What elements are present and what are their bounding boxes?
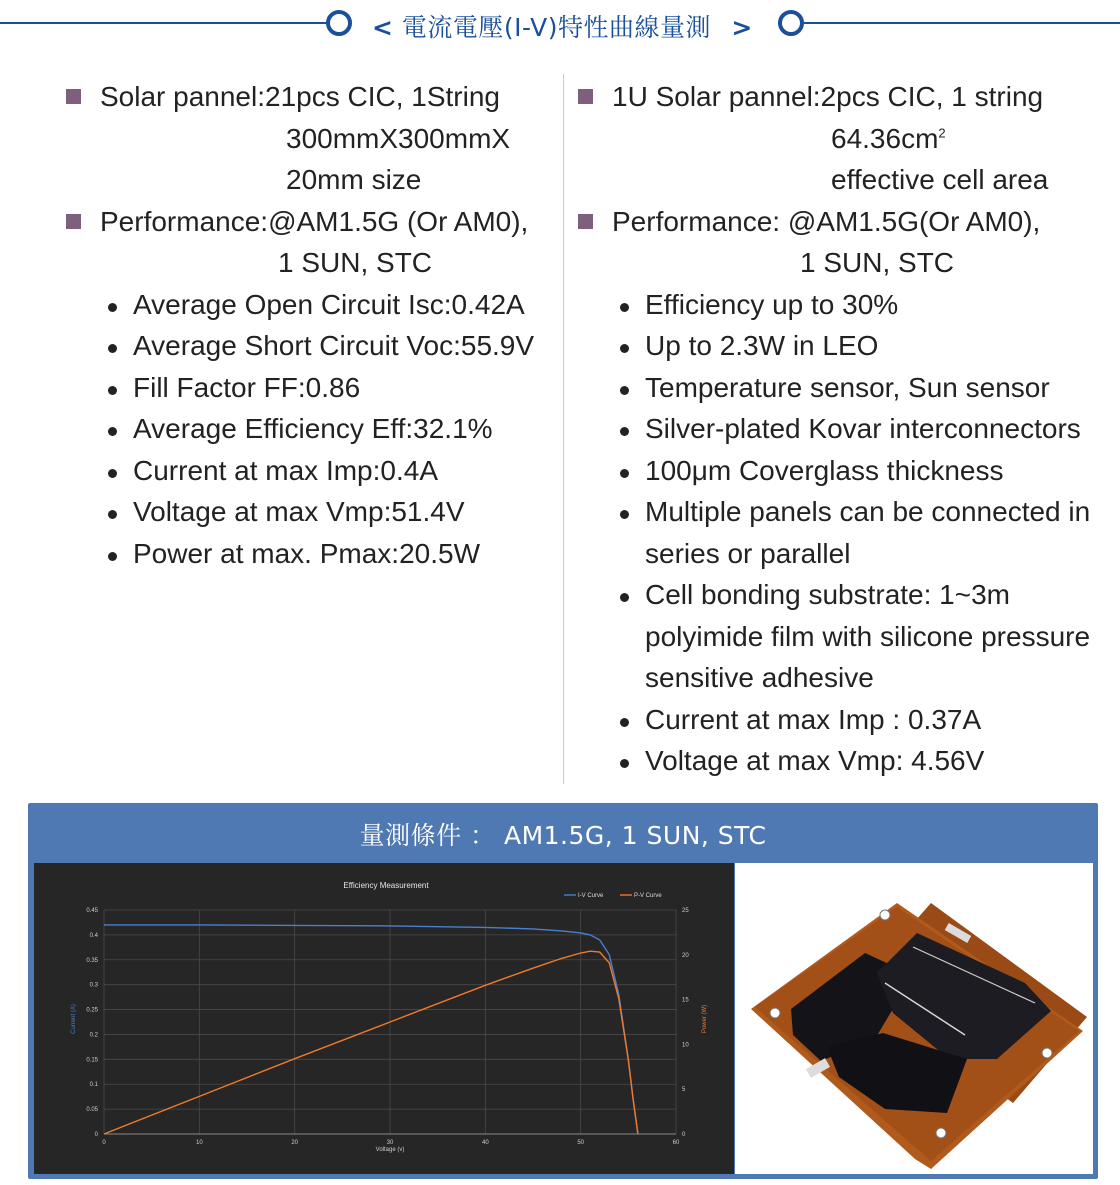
left-perf-line2: 1 SUN, STC [278, 247, 433, 278]
list-item-text: Fill Factor FF:0.86 [133, 371, 361, 403]
x-tick-label: 40 [481, 1140, 489, 1146]
y2-tick-label: 25 [682, 908, 689, 914]
x-tick-label: 50 [577, 1140, 585, 1146]
left-panel-spec [64, 76, 560, 201]
y2-tick-label: 10 [682, 1042, 689, 1049]
list-item [576, 699, 1116, 741]
chart-y2label: Power (W) [702, 1004, 708, 1034]
list-item-text: Multiple panels can be connected in [645, 496, 1091, 527]
dot-bullet-icon [108, 386, 117, 395]
dot-bullet-icon [108, 552, 117, 561]
list-item [576, 491, 1116, 533]
left-panel-label: Solar pannel:21pcs CIC, 1String [100, 81, 500, 112]
list-item-text: 100μm Coverglass thickness [645, 454, 1004, 486]
x-tick-label: 10 [195, 1140, 203, 1146]
dot-bullet-icon [108, 469, 117, 478]
list-item [64, 284, 560, 326]
chart-legend [564, 893, 662, 899]
y-tick-label: 0.15 [86, 1057, 98, 1064]
y-tick-label: 0.35 [86, 957, 98, 964]
legend-label: I-V Curve [578, 893, 604, 899]
left-panel-line3: 20mm size [286, 164, 422, 195]
title-text: 電流電壓(I-V)特性曲線量測 [401, 13, 711, 42]
list-item-text: sensitive adhesive [645, 662, 874, 693]
dot-bullet-icon [108, 303, 117, 312]
solar-panel-image [735, 863, 1093, 1174]
y-tick-label: 0.45 [86, 908, 98, 914]
header-line-right [804, 22, 1120, 24]
chart-ylabel: Current (A) [71, 1004, 77, 1034]
y2-tick-label: 5 [682, 1087, 686, 1094]
right-panel-spec [576, 76, 1116, 201]
left-performance-spec [64, 201, 560, 284]
y2-tick-label: 15 [682, 997, 689, 1004]
y-tick-label: 0 [94, 1132, 98, 1138]
right-panel-line3: effective cell area [831, 164, 1049, 195]
dot-bullet-icon [620, 759, 629, 768]
legend-label: P-V Curve [634, 893, 662, 899]
list-item-text: series or parallel [645, 537, 851, 569]
list-item [64, 450, 560, 492]
column-divider [563, 74, 564, 784]
list-item [576, 284, 1116, 326]
list-item [64, 491, 560, 533]
right-spec-column [576, 76, 1116, 782]
title-bracket-close: > [731, 13, 753, 42]
chart-xlabel: Voltage (v) [375, 1147, 405, 1153]
section-title [372, 8, 752, 44]
list-item-text: Up to 2.3W in LEO [645, 330, 879, 361]
mount-hole-icon [1042, 1048, 1052, 1058]
y-tick-label: 0.4 [89, 932, 98, 939]
dot-bullet-icon [620, 386, 629, 395]
measurement-conditions-title: 量測條件 ： AM1.5G, 1 SUN, STC [359, 821, 767, 850]
right-panel-area: 64.36cm [831, 122, 939, 154]
list-item-text: Current at max Imp : 0.37A [645, 703, 982, 735]
header-circle-right-icon [778, 10, 804, 36]
list-item-text: Voltage at max Vmp: 4.56V [645, 745, 985, 776]
x-tick-label: 0 [102, 1140, 106, 1146]
x-tick-label: 30 [386, 1140, 394, 1146]
title-bracket-open: < [372, 13, 394, 42]
list-item-text: Power at max. Pmax:20.5W [133, 537, 481, 569]
list-item-text: Average Open Circuit Isc:0.42A [133, 288, 525, 320]
x-tick-label: 60 [672, 1140, 680, 1146]
y-tick-label: 0.05 [86, 1107, 98, 1114]
square-bullet-icon [66, 89, 81, 104]
efficiency-chart-container [34, 863, 734, 1174]
dot-bullet-icon [620, 427, 629, 436]
dot-bullet-icon [620, 718, 629, 727]
dot-bullet-icon [620, 344, 629, 353]
mount-hole-icon [770, 1008, 780, 1018]
square-bullet-icon [578, 214, 593, 229]
right-panel-area-sup: 2 [938, 125, 946, 141]
list-item [576, 367, 1116, 409]
mount-hole-icon [880, 910, 890, 920]
y-tick-label: 0.2 [89, 1032, 98, 1039]
dot-bullet-icon [620, 510, 629, 519]
left-panel-line2: 300mmX300mmX [286, 122, 511, 154]
list-item-text: Cell bonding substrate: 1~3m [645, 579, 1010, 610]
list-item-continuation [576, 533, 1116, 575]
list-item [576, 450, 1116, 492]
list-item [576, 408, 1116, 450]
list-item-text: Average Short Circuit Voc:55.9V [133, 330, 535, 361]
right-panel-label: 1U Solar pannel:2pcs CIC, 1 string [612, 81, 1044, 112]
y-tick-label: 0.1 [89, 1082, 98, 1089]
series-line-pv [104, 951, 638, 1134]
square-bullet-icon [66, 214, 81, 229]
dot-bullet-icon [108, 344, 117, 353]
right-perf-line2: 1 SUN, STC [800, 247, 955, 278]
chart-title: Efficiency Measurement [343, 881, 429, 890]
dot-bullet-icon [620, 469, 629, 478]
list-item-text: Current at max Imp:0.4A [133, 454, 439, 486]
left-spec-column [64, 76, 560, 574]
list-item-text: polyimide film with silicone pressure [645, 620, 1091, 652]
right-panel-line2 [612, 118, 1116, 160]
chart-series [104, 925, 638, 1134]
mount-hole-icon [936, 1128, 946, 1138]
list-item [576, 325, 1116, 367]
header-circle-left-icon [326, 10, 352, 36]
dot-bullet-icon [620, 593, 629, 602]
list-item-text: Silver-plated Kovar interconnectors [645, 413, 1081, 444]
chart-axes [86, 908, 689, 1146]
y-tick-label: 0.25 [86, 1007, 98, 1014]
list-item-text: Average Efficiency Eff:32.1% [133, 413, 493, 444]
right-perf-label: Performance: @AM1.5G(Or AM0), [612, 205, 1041, 237]
list-item [576, 574, 1116, 616]
list-item [64, 325, 560, 367]
list-item-text: Efficiency up to 30% [645, 288, 899, 320]
list-item-continuation [576, 616, 1116, 658]
list-item [64, 408, 560, 450]
solar-panel-photo [735, 863, 1093, 1174]
x-tick-label: 20 [291, 1140, 299, 1146]
list-item [64, 367, 560, 409]
left-perf-label: Performance:@AM1.5G (Or AM0), [100, 205, 529, 237]
y-tick-label: 0.3 [89, 982, 98, 989]
list-item [64, 533, 560, 575]
list-item-text: Voltage at max Vmp:51.4V [133, 496, 465, 527]
header-line-left [0, 22, 330, 24]
dot-bullet-icon [620, 303, 629, 312]
efficiency-chart [34, 863, 734, 1174]
y2-tick-label: 20 [682, 952, 689, 959]
list-item [576, 740, 1116, 782]
dot-bullet-icon [108, 427, 117, 436]
square-bullet-icon [578, 89, 593, 104]
list-item-text: Temperature sensor, Sun sensor [645, 371, 1050, 403]
list-item-continuation [576, 657, 1116, 699]
right-performance-spec [576, 201, 1116, 284]
dot-bullet-icon [108, 510, 117, 519]
y2-tick-label: 0 [682, 1132, 686, 1138]
